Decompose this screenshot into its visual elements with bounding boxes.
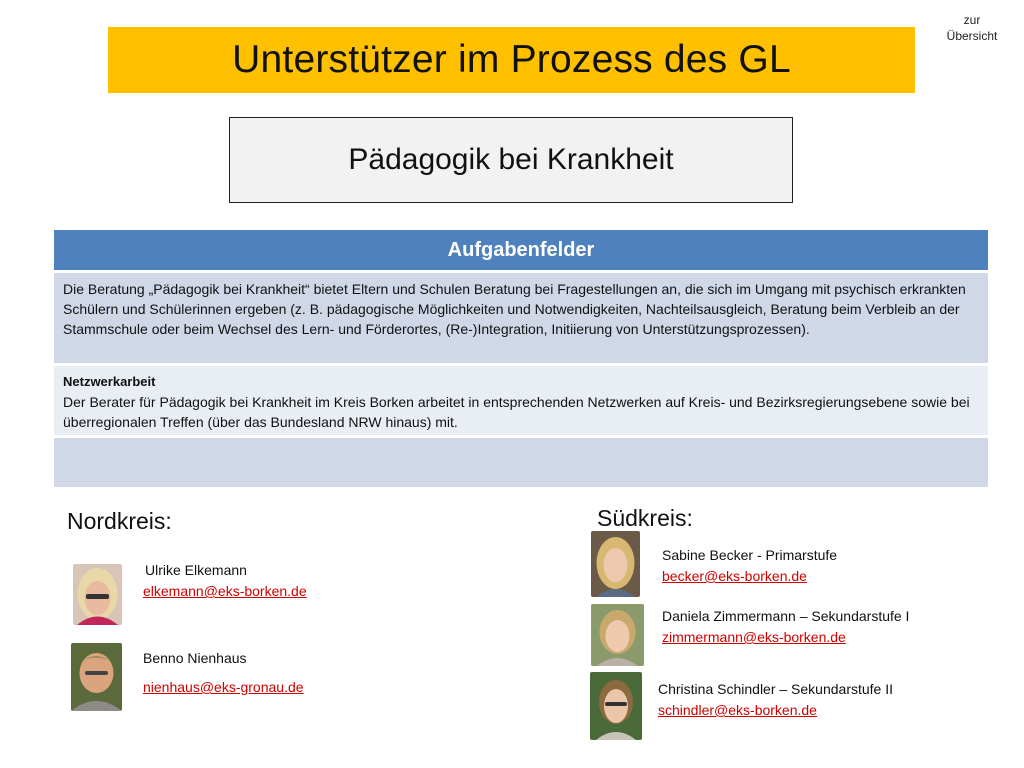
table-cell-text: Die Beratung „Pädagogik bei Krankheit“ bietet Eltern und Schulen Beratung bei Fragestellungen an, die sich im Umgang mit psychisch erkrankten Schülern und Schülerinnen ergeben (z. B. pädagogische Möglichkeiten und Notwendigkeiten, Nachteilsausgleich, Beratung beim Verbleib an der Stammschule oder beim Wechsel des Lern- und Förderortes, (Re-)Integration, Initiierung von Unterstützungsprozessen). — [63, 281, 966, 337]
table-row — [54, 435, 988, 487]
nordkreis-heading: Nordkreis: — [67, 508, 172, 534]
portrait-photo — [591, 604, 644, 666]
email-link[interactable]: schindler@eks-borken.de — [658, 702, 817, 718]
page-subtitle: Pädagogik bei Krankheit — [348, 143, 674, 176]
table-cell-text: Der Berater für Pädagogik bei Krankheit im Kreis Borken arbeitet in entsprechenden Netzwerken auf Kreis- und Bezirksregierungsebene sowie bei überregionalen Treffen (über das Bundesland NRW hinaus) mit. — [63, 394, 970, 430]
overview-link[interactable] — [940, 12, 1004, 44]
table-cell-heading: Netzwerkarbeit — [63, 374, 156, 389]
table-row — [54, 270, 988, 363]
table-row — [54, 363, 988, 435]
portrait-photo — [591, 531, 640, 597]
email-link[interactable]: nienhaus@eks-gronau.de — [143, 679, 304, 695]
person-name: Christina Schindler – Sekundarstufe II — [658, 681, 894, 697]
person-name: Ulrike Elkemann — [145, 562, 247, 578]
title-bar — [108, 27, 915, 93]
portrait-photo — [71, 643, 122, 711]
subtitle-box — [229, 117, 793, 203]
overview-link-line2: Übersicht — [946, 29, 998, 43]
portrait-photo — [73, 564, 122, 625]
email-link[interactable]: becker@eks-borken.de — [662, 568, 807, 584]
tasks-header-label: Aufgabenfelder — [447, 238, 595, 261]
tasks-table — [54, 230, 988, 487]
person-name: Benno Nienhaus — [143, 650, 247, 666]
email-link[interactable]: elkemann@eks-borken.de — [143, 583, 307, 599]
tasks-table-header — [54, 230, 988, 270]
suedkreis-heading: Südkreis: — [597, 505, 693, 531]
email-link[interactable]: zimmermann@eks-borken.de — [662, 629, 846, 645]
page-title: Unterstützer im Prozess des GL — [232, 38, 791, 81]
person-name: Daniela Zimmermann – Sekundarstufe I — [662, 608, 910, 624]
person-name: Sabine Becker - Primarstufe — [662, 547, 838, 563]
overview-link-line1: zur — [963, 13, 981, 27]
portrait-photo — [590, 672, 642, 740]
